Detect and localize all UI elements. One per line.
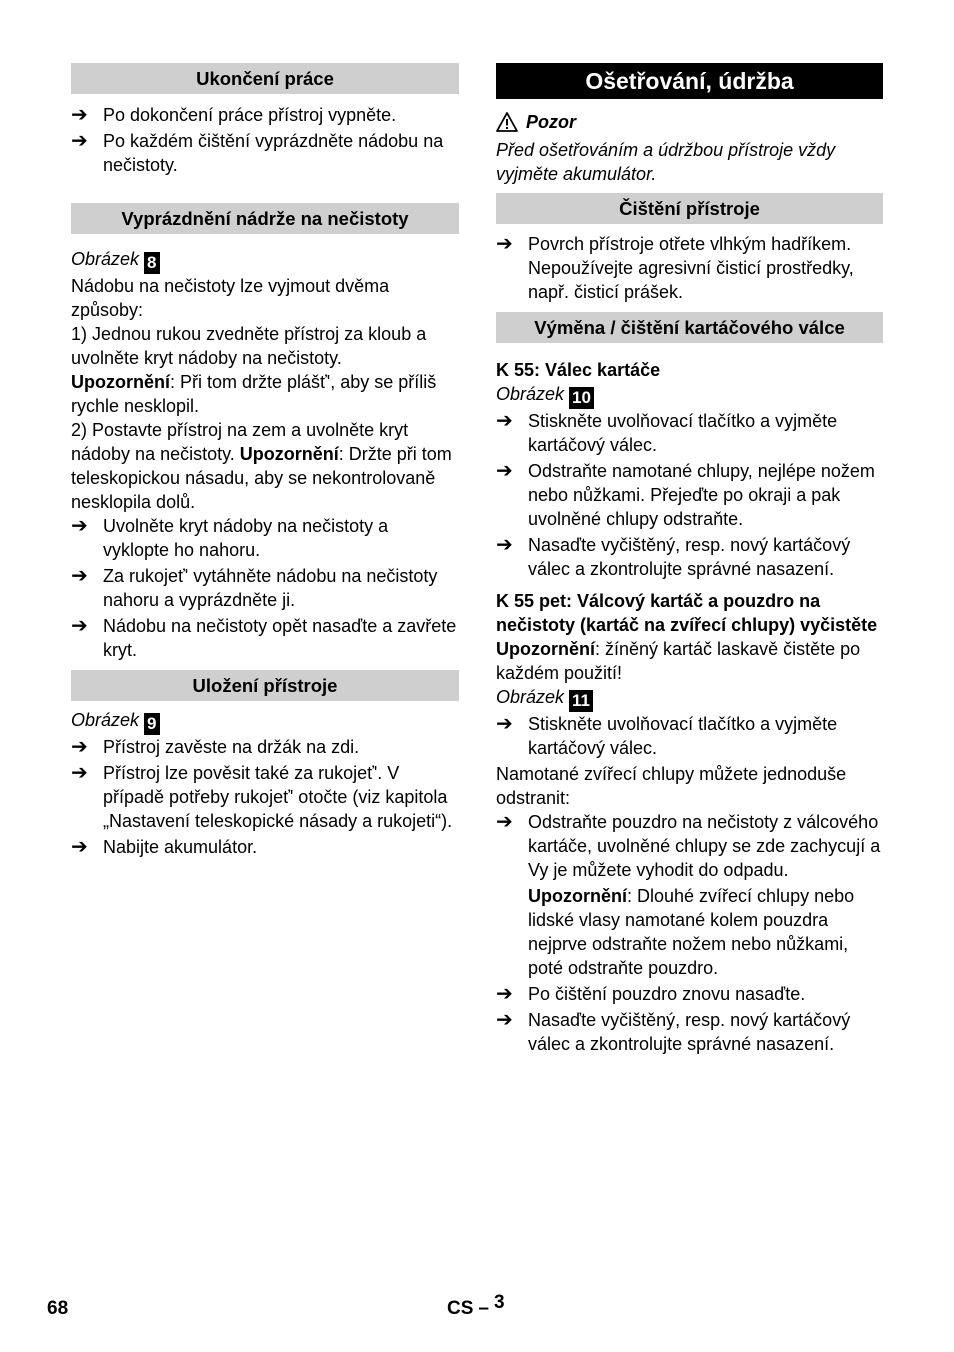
- arrow-right-icon: ➔: [496, 460, 513, 482]
- warning-triangle-icon: [496, 112, 518, 132]
- figure-number: 10: [569, 387, 594, 409]
- arrow-right-icon: ➔: [496, 534, 513, 556]
- figure-reference: Obrázek 11: [496, 685, 883, 712]
- list-item: ➔ Uvolněte kryt nádoby na nečistoty a vyklopte ho nahoru.: [71, 515, 389, 560]
- list-item: ➔ Po dokončení práce přístroj vypněte.: [71, 104, 397, 126]
- section-title-finish: Ukončení práce: [71, 63, 459, 94]
- page-number: 68: [47, 1298, 69, 1319]
- list-item: ➔ Za rukojeť' vytáhněte nádobu na nečistoty nahoru a vyprázdněte ji.: [71, 565, 438, 610]
- storage-list: [71, 735, 459, 859]
- paragraph: 2) Postavte přístroj na zem a uvolněte kryt nádoby na nečistoty. Upozornění: Držte při tom teleskopickou násadu, aby se nekontrolovaně nesklopila dolů.: [71, 420, 452, 512]
- section-title-storage: Uložení přístroje: [71, 670, 459, 701]
- note-paragraph: Upozornění: Při tom držte plášť', aby se příliš rychle nesklopil.: [71, 372, 437, 416]
- arrow-right-icon: ➔: [71, 515, 88, 537]
- empty-list: [71, 514, 459, 662]
- pet-list-a: [496, 712, 883, 760]
- list-item: ➔ Odstraňte namotané chlupy, nejlépe nožem nebo nůžkami. Přejeďte po okraji a pak uvolněné chlupy odstraňte.: [496, 460, 875, 529]
- arrow-right-icon: ➔: [496, 983, 513, 1005]
- arrow-right-icon: ➔: [71, 615, 88, 637]
- bullet-note: Upozornění: Dlouhé zvířecí chlupy nebo lidské vlasy namotané kolem pouzdra nejprve odstraňte nožem nebo nůžkami, poté odstraňte pouzdro.: [528, 886, 855, 978]
- note-paragraph: Upozornění: žíněný kartáč laskavě čistěte po každém použití!: [496, 639, 861, 683]
- arrow-right-icon: ➔: [71, 736, 88, 758]
- subheading-k55-pet: K 55 pet: Válcový kartáč a pouzdro na nečistoty (kartáč na zvířecí chlupy) vyčistěte: [496, 591, 878, 635]
- finish-list: [71, 103, 459, 177]
- figure-reference: Obrázek 10: [496, 382, 883, 409]
- list-item: ➔ Nasaďte vyčištěný, resp. nový kartáčový válec a zkontrolujte správné nasazení.: [496, 534, 851, 579]
- language-code: CS – 3: [447, 1292, 505, 1319]
- arrow-right-icon: ➔: [496, 1009, 513, 1031]
- arrow-right-icon: ➔: [496, 233, 513, 255]
- arrow-right-icon: ➔: [71, 130, 88, 152]
- section-title-cleaning: Čištění přístroje: [496, 193, 883, 224]
- arrow-right-icon: ➔: [71, 565, 88, 587]
- arrow-right-icon: ➔: [71, 104, 88, 126]
- figure-number: 8: [144, 252, 159, 274]
- section-title-brush: Výměna / čištění kartáčového válce: [496, 312, 883, 343]
- arrow-right-icon: ➔: [496, 713, 513, 735]
- figure-number: 9: [144, 713, 159, 735]
- list-item: ➔ Povrch přístroje otřete vlhkým hadříkem. Nepoužívejte agresivní čisticí prostředky, např. čisticí prášek.: [496, 233, 854, 302]
- list-item: ➔ Po čištění pouzdro znovu nasaďte.: [496, 983, 806, 1005]
- arrow-right-icon: ➔: [71, 836, 88, 858]
- list-item: ➔ Nádobu na nečistoty opět nasaďte a zavřete kryt.: [71, 615, 457, 660]
- list-item: ➔ Stiskněte uvolňovací tlačítko a vyjměte kartáčový válec.: [496, 713, 838, 758]
- figure-reference: Obrázek 8: [71, 247, 459, 274]
- figure-number: 11: [569, 690, 593, 712]
- right-column: [496, 63, 883, 1058]
- main-section-title: Ošetřování, údržba: [496, 63, 883, 99]
- list-item: ➔ Nabijte akumulátor.: [71, 836, 258, 858]
- figure-reference: Obrázek 9: [71, 708, 459, 735]
- left-column: [71, 63, 459, 861]
- list-item: ➔ Přístroj lze pověsit také za rukojeť'. V případě potřeby rukojeť' otočte (viz kapitola „Nastavení teleskopické násady a rukojeti“).: [71, 762, 453, 831]
- pet-list-b: [496, 810, 883, 1056]
- arrow-right-icon: ➔: [71, 762, 88, 784]
- section-title-empty: Vyprázdnění nádrže na nečistoty: [71, 203, 459, 234]
- paragraph: Namotané zvířecí chlupy můžete jednoduše odstranit:: [496, 764, 847, 808]
- list-item: ➔ Odstraňte pouzdro na nečistoty z válcového kartáče, uvolněné chlupy se zde zachycují a Vy je můžete vyhodit do odpadu. Upozornění: Dlouhé zvířecí chlupy nebo lidské vlasy namotané kolem pouzdra nejprve odstraňte nožem nebo nůžkami, poté odstraňte pouzdro.: [496, 810, 883, 980]
- cleaning-list: [496, 232, 883, 304]
- subheading-k55: K 55: Válec kartáče: [496, 360, 661, 380]
- list-item: ➔ Nasaďte vyčištěný, resp. nový kartáčový válec a zkontrolujte správné nasazení.: [496, 1009, 851, 1054]
- paragraph: 1) Jednou rukou zvedněte přístroj za kloub a uvolněte kryt nádoby na nečistoty.: [71, 324, 427, 368]
- arrow-right-icon: ➔: [496, 811, 513, 833]
- k55-list: [496, 409, 883, 581]
- list-item: ➔ Přístroj zavěste na držák na zdi.: [71, 736, 360, 758]
- warning-heading: Pozor: [496, 110, 883, 134]
- list-item: ➔ Po každém čištění vyprázdněte nádobu na nečistoty.: [71, 130, 444, 175]
- arrow-right-icon: ➔: [496, 410, 513, 432]
- warning-text: Před ošetřováním a údržbou přístroje vždy vyjměte akumulátor.: [496, 140, 836, 184]
- list-item: ➔ Stiskněte uvolňovací tlačítko a vyjměte kartáčový válec.: [496, 410, 838, 455]
- paragraph: Nádobu na nečistoty lze vyjmout dvěma způsoby:: [71, 276, 390, 320]
